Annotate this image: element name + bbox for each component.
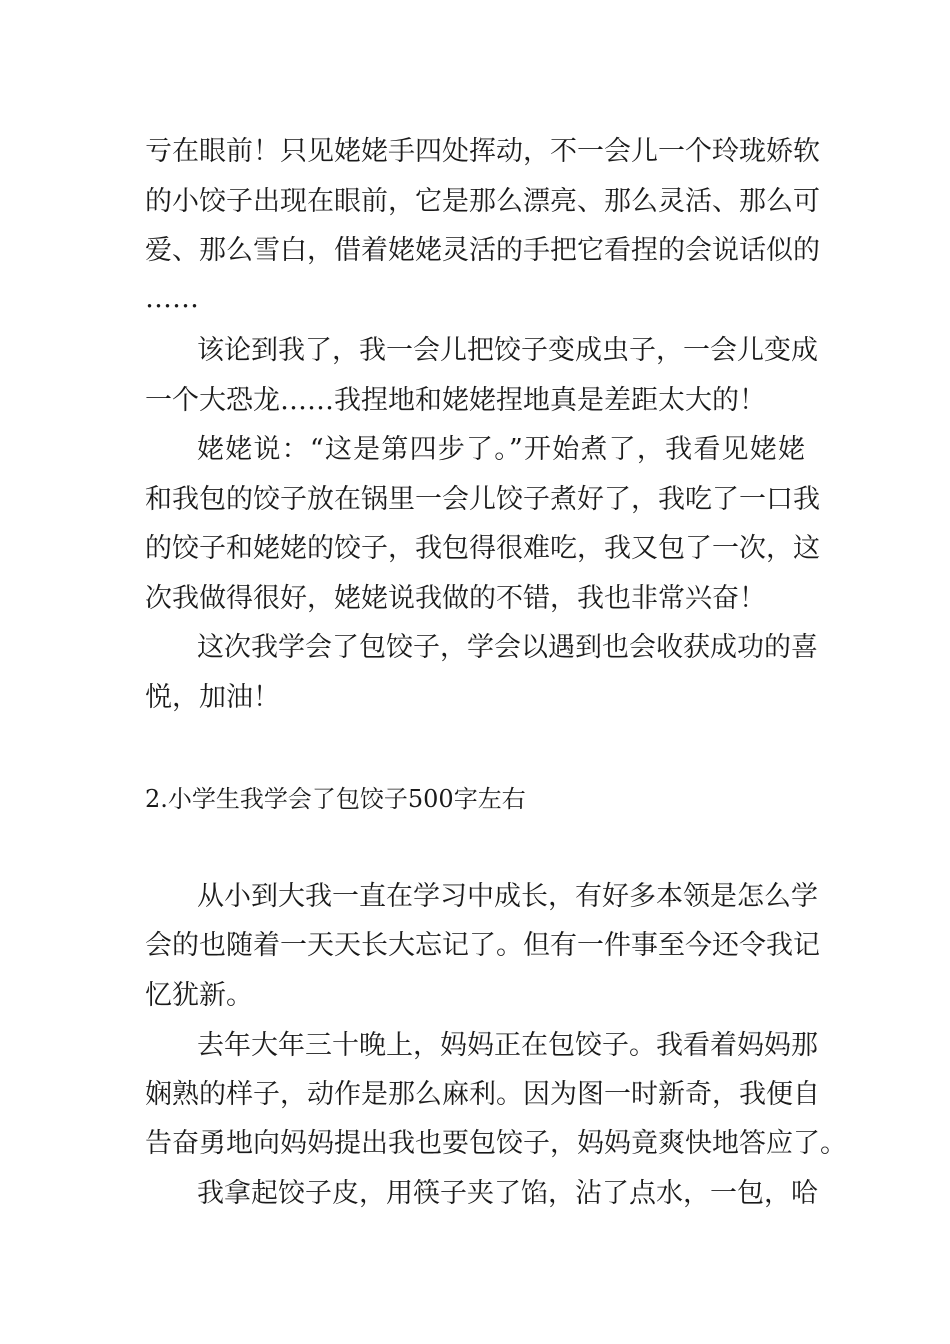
paragraph-line: 从小到大我一直在学习中成长，有好多本领是怎么学 <box>197 881 818 912</box>
paragraph-line: 亏在眼前！只见姥姥手四处挥动，不一会儿一个玲珑娇软 <box>145 136 820 167</box>
paragraph-line: …… <box>145 283 199 314</box>
paragraph-line: 的小饺子出现在眼前，它是那么漂亮、那么灵活、那么可 <box>145 186 820 217</box>
paragraph-line: 悦，加油！ <box>145 682 280 713</box>
paragraph-line: 的饺子和姥姥的饺子，我包得很难吃，我又包了一次，这 <box>145 533 820 564</box>
paragraph-line: 该论到我了，我一会儿把饺子变成虫子，一会儿变成 <box>197 335 818 366</box>
paragraph-line: 这次我学会了包饺子，学会以遇到也会收获成功的喜 <box>197 632 818 663</box>
paragraph-line: 我拿起饺子皮，用筷子夹了馅，沾了点水，一包，哈 <box>197 1178 818 1209</box>
paragraph-line: 会的也随着一天天长大忘记了。但有一件事至今还令我记 <box>145 930 820 961</box>
paragraph-line: 次我做得很好，姥姥说我做的不错，我也非常兴奋！ <box>145 583 766 614</box>
paragraph-line: 告奋勇地向妈妈提出我也要包饺子，妈妈竟爽快地答应了。 <box>145 1128 847 1159</box>
paragraph-line: 去年大年三十晚上，妈妈正在包饺子。我看着妈妈那 <box>197 1030 818 1061</box>
paragraph-line: 和我包的饺子放在锅里一会儿饺子煮好了，我吃了一口我 <box>145 484 820 515</box>
paragraph-line: 爱、那么雪白，借着姥姥灵活的手把它看捏的会说话似的 <box>145 235 820 266</box>
section-heading: 2.小学生我学会了包饺子500字左右 <box>145 785 526 813</box>
paragraph-line: 娴熟的样子，动作是那么麻利。因为图一时新奇，我便自 <box>145 1079 820 1110</box>
paragraph-line: 姥姥说：“这是第四步了。”开始煮了，我看见姥姥 <box>197 434 805 465</box>
paragraph-line: 忆犹新。 <box>145 980 253 1011</box>
paragraph-line: 一个大恐龙……我捏地和姥姥捏地真是差距太大的！ <box>145 385 766 416</box>
